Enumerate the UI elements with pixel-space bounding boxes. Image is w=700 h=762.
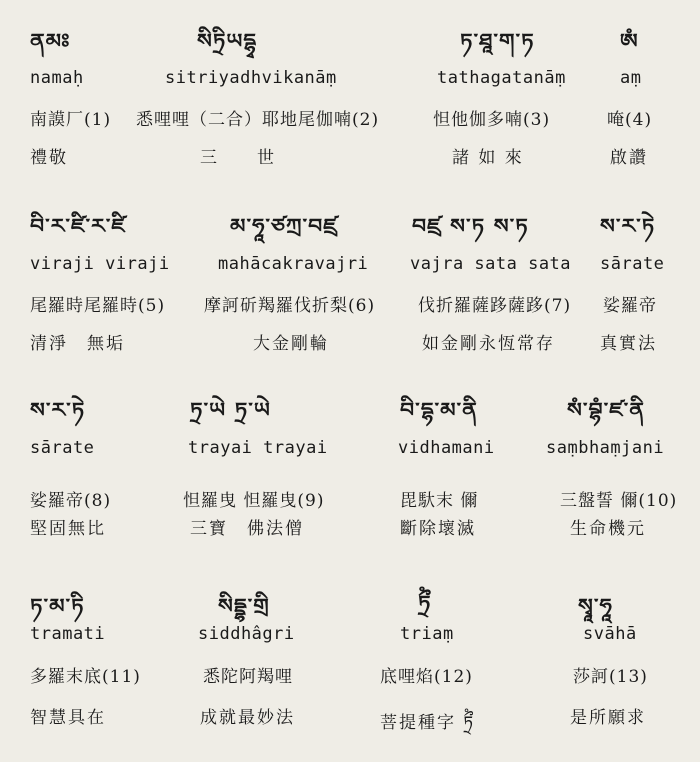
meaning: 生命機元 [570,519,646,539]
romanization: viraji viraji [30,254,170,274]
meaning: 啟讚 [610,148,648,168]
siddham-text: ཏྲྀཾ [418,592,432,615]
meaning: 大金剛輪 [253,334,329,354]
chinese-transliteration: 怛羅曳 怛羅曳(9) [183,491,325,511]
siddham-text: ནམཿ [30,30,71,53]
siddham-text: ས་ར་ཏེ [30,399,86,422]
romanization: mahācakravajri [218,254,369,274]
meaning: 菩提種字 ཏྲྀཾ [380,713,476,733]
meaning: 如金剛永恆常存 [422,334,555,354]
siddham-text: ཨཾ [620,30,639,53]
meaning: 堅固無比 [30,519,106,539]
romanization: triaṃ [400,624,454,644]
siddham-text: སཾ་བྷཾ་ཛ་ནི [567,399,645,422]
chinese-transliteration: 多羅末底(11) [30,667,141,687]
meaning: 是所願求 [570,708,646,728]
siddham-text: ཏ་ཐཱ་ག་ཏ [460,30,535,53]
romanization: sārate [600,254,665,274]
romanization: tramati [30,624,106,644]
chinese-transliteration: 南謨厂(1) [30,110,112,130]
siddham-text: སིཏྲིཡདྷྭ [197,30,258,53]
chinese-transliteration: 尾羅時尾羅時(5) [30,296,166,316]
chinese-transliteration: 伐折羅薩跢薩跢(7) [418,296,572,316]
chinese-transliteration: 莎訶(13) [573,667,648,687]
siddham-text: མ་ཧཱ་ཙཀྲ་བཛྲ [230,215,338,238]
chinese-transliteration: 摩訶斫羯羅伐折梨(6) [204,296,376,316]
romanization: saṃbhaṃjani [546,438,665,458]
chinese-transliteration: 唵(4) [607,110,653,130]
siddham-text: ཏྲ་ཡེ ཏྲ་ཡེ [190,399,271,422]
chinese-transliteration: 三盤誓 儞(10) [560,491,678,511]
siddham-text: བི་དྷ་མ་ནི [400,399,478,422]
chinese-transliteration: 悉哩哩（二合）耶地尾伽喃(2) [136,110,380,130]
romanization: tathagatanāṃ [437,68,566,88]
romanization: siddhâgri [198,624,295,644]
romanization: sārate [30,438,95,458]
chinese-transliteration: 娑羅帝 [603,296,657,316]
siddham-text: སིདྡྷ་གྲི [218,595,270,618]
romanization: namaḥ [30,68,84,88]
meaning: 成就最妙法 [200,708,295,728]
siddham-text: བཛྲ ས་ཏ ས་ཏ [412,215,529,238]
meaning: 斷除壞滅 [400,519,476,539]
chinese-transliteration: 娑羅帝(8) [30,491,112,511]
chinese-transliteration: 悉陀阿羯哩 [203,667,293,687]
siddham-text: ས་ར་ཏེ [600,215,656,238]
meaning: 真實法 [600,334,657,354]
meaning: 智慧具在 [30,708,106,728]
siddham-text: བི་ར་ཛི་ར་ཛི [30,215,126,238]
siddham-text: སྭཱ་ཧཱ [578,595,613,618]
romanization: aṃ [620,68,642,88]
meaning: 禮敬 [30,148,68,168]
chinese-transliteration: 毘馱末 儞 [400,491,479,511]
meaning: 三 世 [200,148,276,168]
romanization: svāhā [583,624,637,644]
romanization: trayai trayai [188,438,328,458]
chinese-transliteration: 底哩焰(12) [380,667,473,687]
meaning: 清淨 無垢 [30,334,125,354]
romanization: sitriyadhvikanāṃ [165,68,337,88]
siddham-text: ཏ་མ་ཏི [30,595,85,618]
romanization: vajra sata sata [410,254,572,274]
meaning: 諸 如 來 [452,148,524,168]
meaning: 三寶 佛法僧 [190,519,304,539]
chinese-transliteration: 怛他伽多喃(3) [433,110,551,130]
romanization: vidhamani [398,438,495,458]
